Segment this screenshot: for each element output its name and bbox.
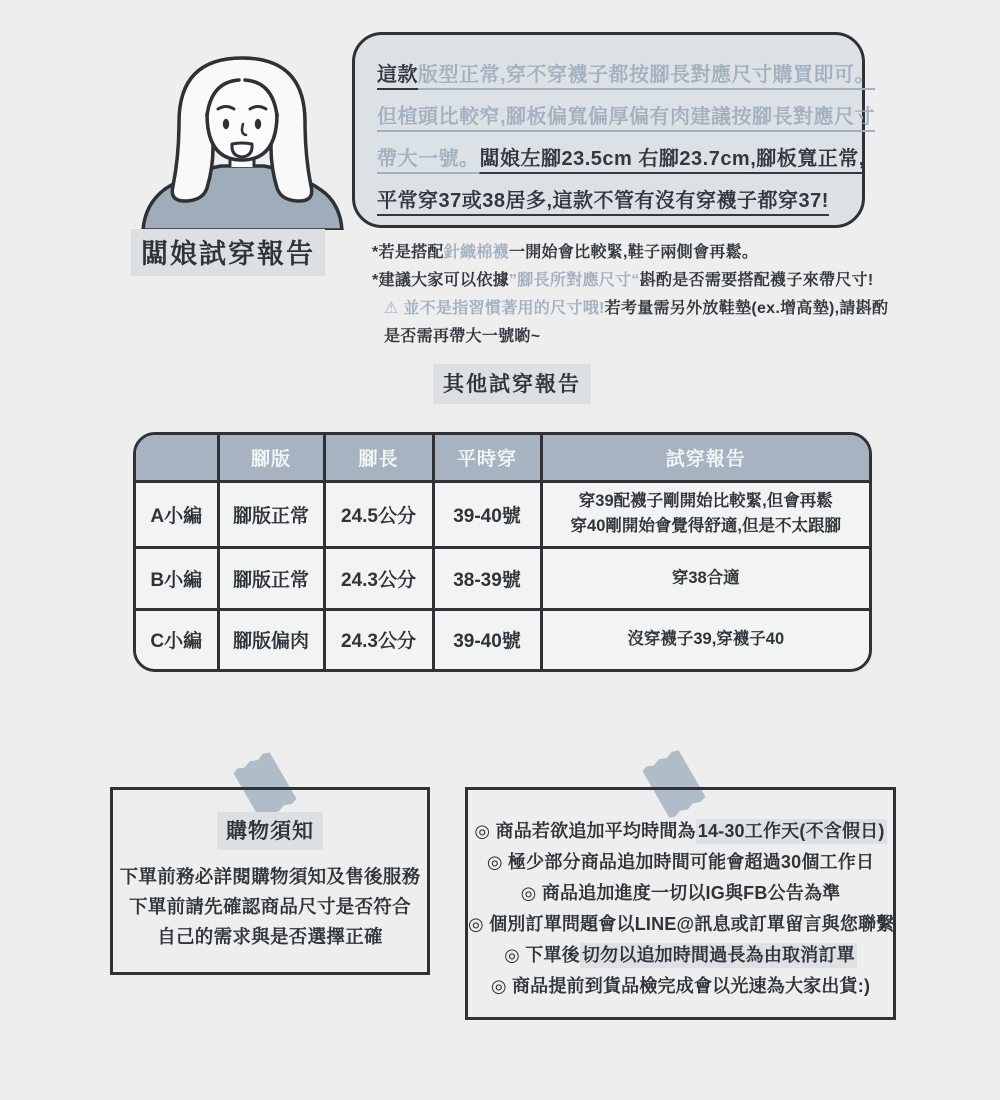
text-line: 下單前務必詳閱購物須知及售後服務 [119, 866, 421, 887]
fitting-footnotes [372, 239, 889, 351]
report-line: 穿40剛開始會覺得舒適,但是不太跟腳 [570, 517, 841, 535]
text-line [377, 54, 876, 96]
shopping-notice-text [113, 862, 427, 952]
table-cell: 24.3公分 [324, 547, 433, 609]
text-line [377, 96, 876, 138]
report-cell [541, 609, 869, 669]
report-line: 穿38合適 [671, 568, 740, 587]
text-segment: ◎ 商品追加進度一切以IG與FB公告為準 [520, 883, 841, 903]
text-segment: 14-30工作天(不含假日) [696, 819, 887, 844]
table-row [136, 481, 869, 547]
report-table-header-row [136, 435, 869, 481]
text-segment: 斟酌是否需要搭配襪子來帶尺寸! [639, 272, 874, 289]
text-line [468, 971, 893, 1002]
table-header-cell: 平時穿 [433, 435, 541, 481]
text-segment: 版型正常,穿不穿襪子都按腳長對應尺寸購買即可。 [418, 64, 876, 86]
text-segment: 一開始會比較緊,鞋子兩側會再鬆。 [508, 244, 759, 261]
owner-report-label: 闆娘試穿報告 [131, 229, 325, 276]
report-table-body [136, 481, 869, 669]
report-cell [541, 481, 869, 547]
table-row [136, 609, 869, 669]
table-cell: C小編 [136, 609, 218, 669]
text-segment: 這款 [377, 64, 418, 86]
text-segment: 針織棉襪 [443, 244, 509, 261]
mouth-shape [232, 143, 252, 157]
report-cell [541, 547, 869, 609]
text-line: 自己的需求與是否選擇正確 [157, 926, 383, 947]
text-segment: ◎ 商品提前到貨品檢完成會以光速為大家出貨:) [490, 976, 871, 996]
shopping-notice-title: 購物須知 [217, 812, 323, 850]
text-segment: 是否需再帶大一號喲~ [384, 328, 541, 345]
text-segment: ”腳長所對應尺寸“ [508, 272, 640, 289]
text-segment: *建議大家可以依據 [372, 272, 509, 289]
right-eye [255, 119, 261, 129]
table-header-cell: 腳長 [324, 435, 433, 481]
text-line [468, 847, 893, 878]
table-cell: 39-40號 [433, 609, 541, 669]
table-header-cell [136, 435, 218, 481]
text-segment: 平常穿37或38居多,這款不管有沒有穿襪子都穿37! [377, 190, 829, 212]
text-line [468, 878, 893, 909]
table-header-cell: 試穿報告 [541, 435, 869, 481]
table-row [136, 547, 869, 609]
text-line [372, 323, 882, 351]
text-line [468, 940, 893, 971]
table-cell: 24.5公分 [324, 481, 433, 547]
fitting-comment-bubble [352, 32, 876, 228]
table-cell: A小編 [136, 481, 218, 547]
text-segment: ⚠ 並不是指習慣著用的尺寸哦! [384, 300, 605, 317]
owner-avatar-illustration [135, 44, 350, 230]
text-line [372, 239, 882, 267]
table-cell: 腳版正常 [218, 547, 324, 609]
table-cell: B小編 [136, 547, 218, 609]
left-eye [223, 119, 229, 129]
text-segment: 但楦頭比較窄,腳板偏寬偏厚偏有肉建議按腳長對應尺寸 [377, 106, 876, 128]
text-segment: ◎ 商品若欲追加平均時間為 [474, 821, 696, 841]
text-line [468, 909, 893, 940]
text-segment: 帶大一號。 [377, 148, 480, 170]
report-line: 穿39配襪子剛開始比較緊,但會再鬆 [578, 492, 833, 510]
text-line [372, 295, 889, 323]
table-cell: 38-39號 [433, 547, 541, 609]
text-line [372, 267, 882, 295]
table-cell: 39-40號 [433, 481, 541, 547]
other-reports-heading: 其他試穿報告 [433, 364, 591, 404]
fitting-report-table [133, 432, 872, 672]
text-segment: 若考量需另外放鞋墊(ex.增高墊),請斟酌 [604, 300, 889, 317]
table-cell: 24.3公分 [324, 609, 433, 669]
text-segment: 闆娘左腳23.5cm 右腳23.7cm,腳板寬正常, [479, 148, 865, 170]
text-line [377, 180, 846, 222]
text-line: 下單前請先確認商品尺寸是否符合 [128, 896, 411, 917]
text-segment: ◎ 個別訂單問題會以LINE@訊息或訂單留言與您聯繫 [468, 914, 895, 934]
text-segment: ◎ 下單後 [504, 945, 580, 965]
text-segment: 切勿以追加時間過長為由取消訂單 [580, 943, 857, 968]
text-line [377, 138, 865, 180]
table-header-cell: 腳版 [218, 435, 324, 481]
table-cell: 腳版正常 [218, 481, 324, 547]
report-line: 沒穿襪子39,穿襪子40 [627, 630, 785, 649]
restock-info-box [465, 787, 896, 1020]
text-segment: ◎ 極少部分商品追加時間可能會超過30個工作日 [486, 852, 875, 872]
table-cell: 腳版偏肉 [218, 609, 324, 669]
text-segment: *若是搭配 [372, 244, 444, 261]
shopping-notice-box [110, 787, 430, 975]
text-line [468, 816, 893, 847]
